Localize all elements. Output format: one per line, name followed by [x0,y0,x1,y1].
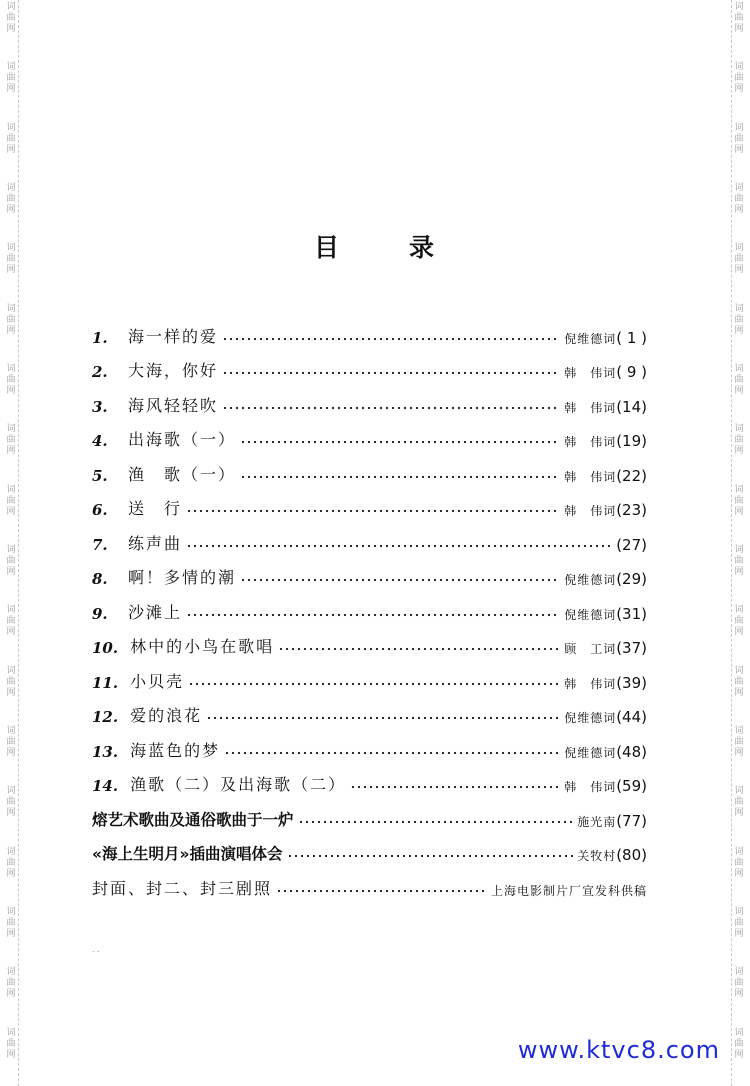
toc-page-number: (59) [616,777,647,795]
watermark-group [6,422,15,482]
toc-page-number: (22) [616,466,647,485]
watermark-char: 曲 [6,435,16,446]
watermark-group [734,905,743,965]
watermark-char: 曲 [734,917,744,928]
toc-title: 封面、封二、封三剧照 [92,878,273,898]
watermark-char: 曲 [6,1038,16,1049]
toc-number: 4. [92,432,108,450]
watermark-char: 词 [734,725,744,736]
toc-row [92,312,647,347]
toc-row [92,864,647,899]
watermark-char: 曲 [6,495,16,506]
watermark-group [6,362,15,422]
toc-number: 11. [92,673,119,692]
watermark-char: 曲 [6,978,16,989]
toc-number: 14. [92,777,119,795]
footer-mark: . . [92,945,100,954]
toc-row [92,761,647,796]
toc-author: 关牧村 [577,849,617,863]
toc-author: 韩 伟词 [564,366,617,380]
watermark-char: 词 [6,725,16,736]
toc-title: 小贝壳 [130,671,185,691]
dot-leader [224,751,560,755]
toc-page-number: (14) [616,397,647,416]
title-char-1: 目 [313,233,341,262]
watermark-char: 词 [6,243,16,254]
watermark-char: 网 [6,84,16,95]
toc-number: 10. [92,639,119,657]
watermark-char: 词 [6,544,16,555]
toc-author: 倪维德词 [564,711,617,725]
toc-number: 12. [92,708,119,726]
toc-title: 海风轻轻吹 [128,395,219,415]
watermark-char: 词 [6,363,16,374]
watermark-char: 网 [6,506,16,517]
watermark-char: 网 [6,446,16,457]
toc-author: 上海电影制片厂宣发科供稿 [490,883,647,898]
watermark-char: 曲 [6,254,16,265]
toc-number: 8. [92,570,108,588]
watermark-group [6,0,15,60]
watermark-char: 曲 [6,676,16,687]
watermark-char: 网 [6,928,16,939]
watermark-char: 曲 [6,555,16,566]
toc-page-number: (23) [616,501,647,519]
watermark-char: 词 [6,786,16,797]
toc-row [92,347,647,382]
watermark-char: 网 [6,627,16,638]
toc-page-number: ( 1 ) [616,328,647,347]
watermark-char: 网 [734,687,744,698]
toc-row [92,657,647,692]
watermark-group [734,845,743,905]
watermark-char: 词 [734,2,744,12]
dot-leader [240,440,560,444]
watermark-group [6,302,15,362]
watermark-group [6,603,15,663]
watermark-char: 曲 [734,254,744,265]
watermark-group [6,1026,15,1086]
watermark-char: 网 [734,868,744,879]
watermark-char: 曲 [6,13,16,23]
watermark-char: 曲 [734,978,744,989]
watermark-char: 曲 [734,435,744,446]
watermark-char: 词 [734,605,744,616]
watermark-char: 网 [6,747,16,758]
dot-leader [186,509,560,513]
watermark-char: 网 [6,325,16,336]
watermark-char: 曲 [6,917,16,928]
watermark-char: 词 [6,665,16,676]
watermark-char: 词 [6,62,16,73]
watermark-group [6,965,15,1025]
watermark-char: 网 [734,204,744,215]
toc-number: 7. [92,535,108,554]
watermark-char: 曲 [6,797,16,808]
watermark-char: 网 [734,506,744,517]
watermark-char: 词 [6,122,16,133]
watermark-char: 曲 [734,73,744,84]
watermark-group [734,362,743,422]
dot-leader [222,371,560,375]
toc-author: 倪维德词 [564,573,617,587]
dot-leader [188,682,560,686]
watermark-char: 词 [734,1027,744,1038]
watermark-group [734,965,743,1025]
watermark-group [6,664,15,724]
toc-page-number: (80) [616,846,647,864]
watermark-char: 曲 [6,374,16,385]
toc-number: 6. [92,501,108,519]
watermark-group [734,483,743,543]
watermark-char: 曲 [734,495,744,506]
toc-number: 3. [92,397,108,416]
toc-row [92,830,647,865]
dot-leader [278,647,560,651]
watermark-char: 曲 [6,73,16,84]
watermark-char: 网 [734,928,744,939]
toc-title: 渔歌（二）及出海歌（二） [130,775,347,794]
watermark-char: 词 [734,424,744,435]
watermark-group [6,845,15,905]
toc-page-number: (19) [616,432,647,450]
watermark-char: 网 [734,747,744,758]
watermark-char: 曲 [6,193,16,204]
watermark-group [6,60,15,120]
toc-number: 2. [92,363,108,381]
toc-page-number: (31) [616,604,647,623]
watermark-char: 词 [6,605,16,616]
toc-row [92,519,647,554]
watermark-char: 曲 [734,193,744,204]
watermark-char: 词 [6,424,16,435]
watermark-char: 词 [734,303,744,314]
watermark-char: 网 [734,446,744,457]
watermark-char: 曲 [734,797,744,808]
watermark-char: 网 [734,24,744,34]
watermark-char: 网 [6,24,16,34]
watermark-char: 曲 [6,736,16,747]
watermark-char: 网 [734,84,744,95]
toc-page-number: (77) [616,811,647,830]
toc-row [92,416,647,451]
toc-page-number: (27) [616,535,647,554]
watermark-group [6,121,15,181]
watermark-char: 词 [6,2,16,12]
watermark-char: 词 [734,62,744,73]
watermark-group [6,724,15,784]
watermark-char: 词 [734,967,744,978]
toc-title: 熔艺术歌曲及通俗歌曲于一炉 [92,810,294,829]
toc-title: 渔 歌（一） [128,464,237,484]
watermark-char: 网 [6,144,16,155]
toc-author: 韩 伟词 [564,400,617,415]
toc-title: 爱的浪花 [130,706,203,725]
dot-leader [298,820,574,824]
watermark-char: 曲 [734,736,744,747]
watermark-char: 网 [6,868,16,879]
dot-leader [186,613,560,617]
toc-title: 海蓝色的梦 [130,740,221,760]
watermark-char: 词 [6,906,16,917]
watermark-char: 曲 [6,133,16,144]
watermark-char: 词 [734,665,744,676]
toc-row [92,588,647,623]
toc-number: 13. [92,742,119,761]
watermark-char: 网 [734,989,744,1000]
toc-author: 顾 工词 [564,642,617,656]
watermark-char: 词 [734,182,744,193]
toc-title: «海上生明月»插曲演唱体会 [92,845,283,863]
watermark-group [734,603,743,663]
dot-leader [186,544,612,548]
toc-title: 沙滩上 [128,602,183,622]
watermark-char: 网 [6,1049,16,1060]
toc-author: 倪维德词 [564,745,617,760]
toc-row [92,726,647,761]
watermark-char: 曲 [734,133,744,144]
toc-row [92,450,647,485]
right-watermark-strip [731,0,746,1086]
watermark-group [734,302,743,362]
watermark-char: 词 [734,484,744,495]
toc-title: 出海歌（一） [128,430,237,449]
watermark-char: 曲 [6,314,16,325]
watermark-char: 曲 [734,555,744,566]
watermark-char: 网 [6,989,16,1000]
toc-title: 大海，你好 [128,361,219,380]
left-watermark-strip [4,0,19,1086]
watermark-char: 词 [734,363,744,374]
toc-page-number: (37) [616,639,647,657]
watermark-group [6,784,15,844]
watermark-group [734,422,743,482]
watermark-char: 词 [6,484,16,495]
watermark-char: 词 [6,1027,16,1038]
watermark-char: 曲 [734,857,744,868]
dot-leader [350,785,560,789]
toc-page-number: ( 9 ) [616,363,647,381]
dot-leader [287,854,574,858]
watermark-group [734,121,743,181]
watermark-char: 网 [6,385,16,396]
watermark-group [734,60,743,120]
toc-title: 送 行 [128,499,183,518]
watermark-char: 词 [734,122,744,133]
watermark-char: 词 [6,182,16,193]
page-title [0,228,750,264]
watermark-char: 曲 [734,1038,744,1049]
watermark-group [734,1026,743,1086]
watermark-char: 词 [734,906,744,917]
toc-author: 韩 伟词 [564,504,617,518]
toc-page-number: (44) [616,708,647,726]
watermark-char: 曲 [734,314,744,325]
toc-author: 韩 伟词 [564,469,617,484]
dot-leader [222,337,560,341]
watermark-char: 词 [734,846,744,857]
watermark-char: 词 [6,967,16,978]
toc-title: 啊！多情的潮 [128,568,237,587]
watermark-char: 网 [734,325,744,336]
watermark-char: 词 [734,243,744,254]
site-watermark-url: www.ktvc8.com [517,1036,720,1064]
toc-author: 倪维德词 [564,331,617,346]
watermark-char: 网 [734,566,744,577]
watermark-char: 曲 [734,616,744,627]
toc-page-number: (29) [616,570,647,588]
watermark-char: 网 [6,265,16,276]
toc-row [92,692,647,727]
watermark-group [734,784,743,844]
toc-row [92,795,647,830]
watermark-group [734,543,743,603]
watermark-char: 词 [6,846,16,857]
watermark-char: 词 [6,303,16,314]
toc-row [92,485,647,520]
watermark-char: 网 [734,627,744,638]
watermark-char: 网 [734,1049,744,1060]
toc-number: 5. [92,466,108,485]
watermark-char: 曲 [734,374,744,385]
title-char-2: 录 [409,233,437,262]
watermark-group [6,905,15,965]
watermark-group [734,664,743,724]
toc-title: 海一样的爱 [128,326,219,346]
watermark-char: 网 [734,385,744,396]
watermark-char: 曲 [734,13,744,23]
watermark-char: 曲 [6,857,16,868]
watermark-char: 曲 [6,616,16,627]
watermark-char: 网 [6,808,16,819]
watermark-char: 网 [6,204,16,215]
watermark-char: 词 [734,544,744,555]
toc-title: 练声曲 [128,533,183,553]
toc-row [92,381,647,416]
watermark-char: 网 [6,566,16,577]
toc-row [92,554,647,589]
toc-title: 林中的小鸟在歌唱 [130,637,275,656]
watermark-group [6,543,15,603]
watermark-group [734,724,743,784]
toc-page-number: (48) [616,742,647,761]
dot-leader [276,889,487,893]
watermark-char: 词 [734,786,744,797]
dot-leader [222,406,560,410]
toc-author: 施光南 [577,814,617,829]
watermark-char: 网 [734,265,744,276]
toc-number: 1. [92,328,108,347]
dot-leader [240,475,560,479]
toc-number: 9. [92,604,108,623]
dot-leader [240,578,560,582]
watermark-char: 网 [734,144,744,155]
watermark-group [6,483,15,543]
watermark-char: 网 [6,687,16,698]
watermark-char: 网 [734,808,744,819]
toc-author: 倪维德词 [564,607,617,622]
toc-author: 韩 伟词 [564,435,617,449]
watermark-group [734,0,743,60]
toc-row [92,623,647,658]
toc-author: 韩 伟词 [564,676,617,691]
dot-leader [206,716,560,720]
watermark-char: 曲 [734,676,744,687]
table-of-contents [92,312,647,899]
toc-page-number: (39) [616,673,647,692]
toc-author: 韩 伟词 [564,780,617,794]
